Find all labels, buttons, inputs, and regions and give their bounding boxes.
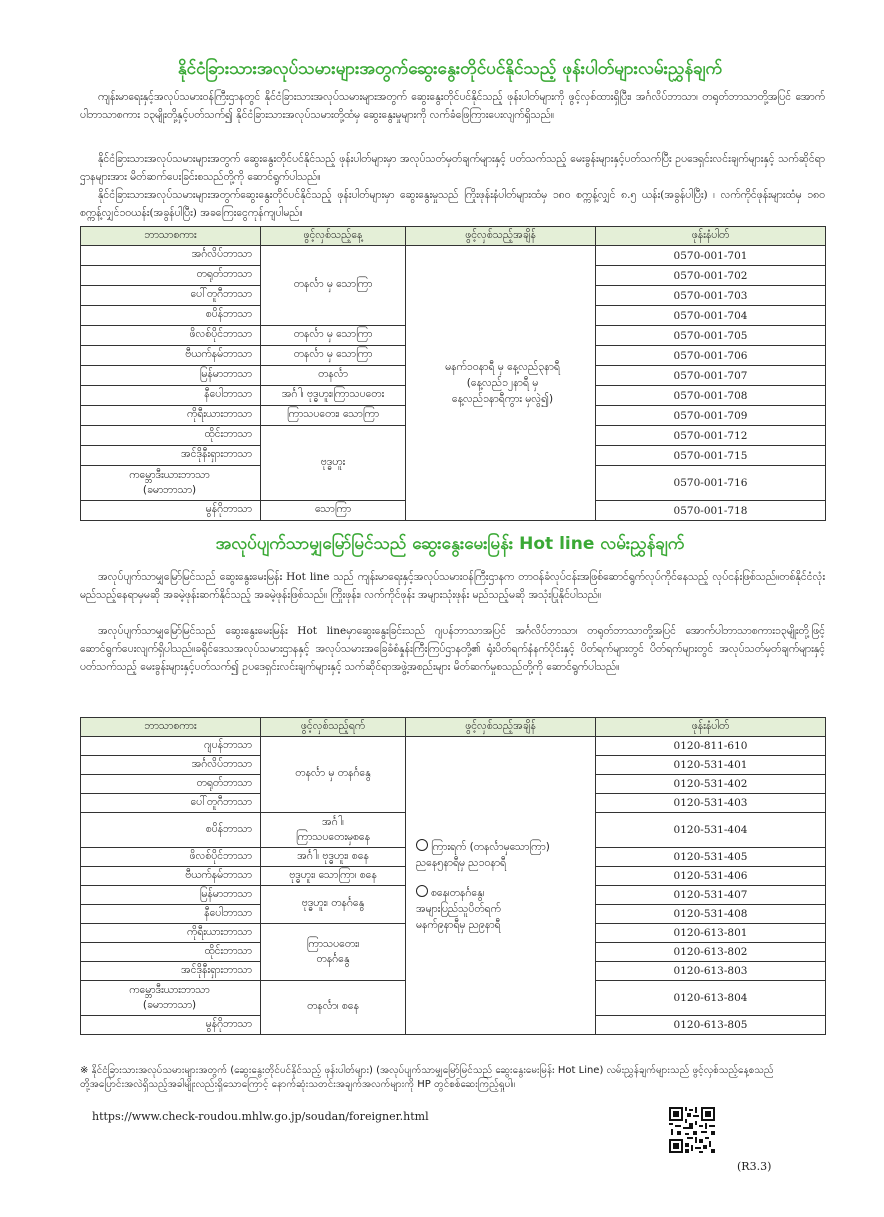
language-cell: ကိုရီးယားဘာသာ xyxy=(81,924,261,943)
language-cell: ပေါ်တူဂီဘာသာ xyxy=(81,794,261,813)
qr-code-icon xyxy=(669,1107,715,1153)
phone-cell[interactable]: 0120-531-403 xyxy=(596,794,826,813)
phone-cell[interactable]: 0570-001-704 xyxy=(596,306,826,326)
days-cell: ဗုဒ္ဓဟူး xyxy=(261,426,406,501)
phone-cell[interactable]: 0120-811-610 xyxy=(596,737,826,756)
phone-cell[interactable]: 0120-613-801 xyxy=(596,924,826,943)
circle-bullet-icon xyxy=(416,885,428,897)
phone-cell[interactable]: 0570-001-706 xyxy=(596,346,826,366)
language-cell: ဂျပန်ဘာသာ xyxy=(81,737,261,756)
language-cell: အင်္ဂလိပ်ဘာသာ xyxy=(81,246,261,266)
phone-cell[interactable]: 0570-001-707 xyxy=(596,366,826,386)
phone-cell[interactable]: 0120-531-406 xyxy=(596,867,826,886)
phone-cell[interactable]: 0120-613-802 xyxy=(596,943,826,962)
language-cell: ဗီယက်နမ်ဘာသာ xyxy=(81,346,261,366)
language-cell: ကိုရီးယားဘာသာ xyxy=(81,406,261,426)
days-cell: တနင်္လာ မှ သောကြာ xyxy=(261,326,406,346)
language-cell: ပေါ်တူဂီဘာသာ xyxy=(81,286,261,306)
days-cell: တနင်္လာ မှ သောကြာ xyxy=(261,346,406,366)
phone-cell[interactable]: 0570-001-712 xyxy=(596,426,826,446)
hours-cell xyxy=(406,737,596,1035)
phone-cell[interactable]: 0120-531-408 xyxy=(596,905,826,924)
days-cell: တနင်္လာ မှ သောကြာ xyxy=(261,246,406,326)
section1-paragraph-1: ကျန်းမာရေးနှင့်အလုပ်သမားဝန်ကြီးဌာနတွင် နိုင်ငံခြားသားအလုပ်သမားများအတွက် ဆွေးနွေးတိုင်ပင်နိုင်သည့် ဖုန်းပါတ်များကို ဖွင့်လှစ်ထားရှိပြီး၊ အင်္ဂလိပ်ဘာသာ၊ တရုတ်ဘာသာတို့အပြင် အောက်ပါဘာသာစကား ၁၃မျိုးတို့နှင့်ပတ်သက်၍ နိုင်ငံခြားသားအလုပ်သမားတို့ထံမှ ဆွေးနွေးမှုများကို လက်ခံဖြေကြားပေးလျက်ရှိသည်။ xyxy=(80,91,825,121)
language-cell: ကမ္ဘောဒီးယားဘာသာ (ခမာဘာသာ) xyxy=(81,466,261,501)
version-label: (R3.3) xyxy=(737,1160,772,1173)
language-cell: အင်ဒိုနီးရှားဘာသာ xyxy=(81,962,261,981)
phone-cell[interactable]: 0120-613-805 xyxy=(596,1016,826,1035)
phone-cell[interactable]: 0570-001-703 xyxy=(596,286,826,306)
phone-cell[interactable]: 0120-531-404 xyxy=(596,813,826,848)
table-header: ဖွင့်လှစ်သည့်နေ့ xyxy=(261,227,406,246)
days-cell: ကြာသပတေး၊ တနင်္ဂနွေ xyxy=(261,924,406,981)
days-cell: တနင်္လာ မှ တနင်္ဂနွေ xyxy=(261,737,406,813)
section1-title: နိုင်ငံခြားသားအလုပ်သမားများအတွက်ဆွေးနွေးတိုင်ပင်နိုင်သည့် ဖုန်းပါတ်များလမ်းညွှန်ချက် xyxy=(177,59,723,79)
days-cell: တနင်္လာ xyxy=(261,366,406,386)
phone-cell[interactable]: 0120-613-804 xyxy=(596,981,826,1016)
phone-cell[interactable]: 0570-001-701 xyxy=(596,246,826,266)
language-cell: ဖိလစ်ပိုင်ဘာသာ xyxy=(81,848,261,867)
phone-cell[interactable]: 0120-531-402 xyxy=(596,775,826,794)
language-cell: အင်္ဂလိပ်ဘာသာ xyxy=(81,756,261,775)
section2-paragraph-1: အလုပ်ပျက်သာမျှမြော်မြင်သည် ဆွေးနွေးမေးမြန်း Hot line သည် ကျန်းမာရေးနှင့်အလုပ်သမားဝန်ကြီးဌာနက တာဝန်ခံလုပ်ငန်းအဖြစ်ဆောင်ရွက်လုပ်ကိုင်နေသည့် လုပ်ငန်းဖြစ်သည်။တစ်နိုင်ငံလုံးမည်သည့်နေရာမှမဆို အခမဲ့ဖုန်းဆက်နိုင်သည့် အခမဲ့ဖုန်းဖြစ်သည်။ ကြိုးဖုန်း၊ လက်ကိုင်ဖုန်း အများသုံးဖုန်း မည်သည့်မဆို အသုံးပြုနိုင်ပါသည်။ xyxy=(80,571,825,601)
language-cell: ဖိလစ်ပိုင်ဘာသာ xyxy=(81,326,261,346)
section2-paragraph-2: အလုပ်ပျက်သာမျှမြော်မြင်သည် ဆွေးနွေးမေးမြန်း Hot lineမှာဆွေးနွေးခြင်းသည် ဂျပန်ဘာသာအပြင် အင်္ဂလိပ်ဘာသာ၊ တရုတ်ဘာသာတို့အပြင် အောက်ပါဘာသာစကား၁၃မျိုးတို့ဖြင့် ဆောင်ရွက်ပေးလျက်ရှိပါသည်။ခရိုင်ဒေသအလုပ်သမားဌာနနှင့် အလုပ်သမားအခြေခံစံနှုန်းကြီးကြပ်ဌာနတို့၏ ရုံးပိတ်ရက်နံနက်ပိုင်းနှင့် ပိတ်ရက်များတွင် ပိတ်ရက်များတွင် အလုပ်သတ်မှတ်ချက်များနှင့်ပတ်သက်သည့် မေးခွန်းများနှင့်ပတ်သက်၍ ဥပဒေရှင်းလင်းချက်များနှင့် သက်ဆိုင်ရာအဖွဲ့အစည်းများ မိတ်ဆက်မှုစသည်တို့ကို ဆောင်ရွက်ပါသည်။ xyxy=(80,625,825,673)
weekend-hours: စနေ၊တနင်္ဂနွေ၊ အများပြည်သူပိတ်ရက် မနက်၉နာရီမှ ည၉နာရီ xyxy=(416,886,501,931)
phone-cell[interactable]: 0570-001-716 xyxy=(596,466,826,501)
phone-cell[interactable]: 0570-001-715 xyxy=(596,446,826,466)
language-cell: တရုတ်ဘာသာ xyxy=(81,775,261,794)
language-cell: မြန်မာဘာသာ xyxy=(81,366,261,386)
phone-cell[interactable]: 0120-531-407 xyxy=(596,886,826,905)
days-cell: တနင်္လာ၊ စနေ xyxy=(261,981,406,1035)
language-cell: နီပေါဘာသာ xyxy=(81,905,261,924)
table-header: ဘာသာစကား xyxy=(81,718,261,737)
days-cell: ဗုဒ္ဓဟူး၊ သောကြာ၊ စနေ xyxy=(261,867,406,886)
language-cell: မွန်ဂိုဘာသာ xyxy=(81,1016,261,1035)
language-cell: အင်ဒိုနီးရှားဘာသာ xyxy=(81,446,261,466)
phone-cell[interactable]: 0570-001-705 xyxy=(596,326,826,346)
section1-paragraph-2: နိုင်ငံခြားသားအလုပ်သမားများအတွက် ဆွေးနွေးတိုင်ပင်နိုင်သည့် ဖုန်းပါတ်များမှာ အလုပ်သတ်မှတ်ချက်များနှင့် ပတ်သက်သည့် မေးခွန်းများနှင့်ပတ်သက်ပြီး ဥပဒေရှင်းလင်းချက်များနှင့် သက်ဆိုင်ရာဌာနများအား မိတ်ဆက်ပေးခြင်းစသည်တို့ကို ဆောင်ရွက်ပါသည်။ xyxy=(80,153,825,183)
days-cell: အင်္ဂါ၊ ဗုဒ္ဓဟူး၊ စနေ xyxy=(261,848,406,867)
consultation-table xyxy=(80,226,826,521)
phone-cell[interactable]: 0120-613-803 xyxy=(596,962,826,981)
language-cell: ကမ္ဘောဒီးယားဘာသာ (ခမာဘာသာ) xyxy=(81,981,261,1016)
hotline-table xyxy=(80,717,826,1035)
phone-cell[interactable]: 0120-531-405 xyxy=(596,848,826,867)
hours-cell: မနက်၁၀နာရီ မှ နေ့လည်၃နာရီ (နေ့လည်၁၂နာရီ မှ နေ့လည်၁နာရီကွား မှလွဲ၍) xyxy=(406,246,596,521)
table-header: ဖွင့်လှစ်သည့်အချိန် xyxy=(406,227,596,246)
language-cell: နီပေါဘာသာ xyxy=(81,386,261,406)
phone-cell[interactable]: 0570-001-718 xyxy=(596,501,826,521)
language-cell: မြန်မာဘာသာ xyxy=(81,886,261,905)
days-cell: ကြာသပတေး၊ သောကြာ xyxy=(261,406,406,426)
table-header: ဖုန်းနံပါတ် xyxy=(596,227,826,246)
language-cell: စပိန်ဘာသာ xyxy=(81,306,261,326)
table-header: ဖွင့်လှစ်သည့်ရက် xyxy=(261,718,406,737)
table-header: ဖွင့်လှစ်သည့်အချိန် xyxy=(406,718,596,737)
section1-paragraph-3: နိုင်ငံခြားသားအလုပ်သမားများအတွက်ဆွေးနွေးတိုင်ပင်နိုင်သည့် ဖုန်းပါတ်များမှာ ဆွေးနွေးမှုသည် ကြိုးဖုန်းနံပါတ်များထံမှ ၁၈၀ စက္ကန့်လျှင် ၈.၅ ယန်း(အခွန်ပါပြီး) ၊ လက်ကိုင်ဖုန်းများထံမှ ၁၈၀ စက္ကန့်လျှင်၁၀ယန်း(အခွန်ပါပြီး) အခကြေးငွေကုန်ကျပါမည်။ xyxy=(80,189,825,219)
language-cell: စပိန်ဘာသာ xyxy=(81,813,261,848)
section2-title: အလုပ်ပျက်သာမျှမြော်မြင်သည် ဆွေးနွေးမေးမြန်း Hot line လမ်းညွှန်ချက် xyxy=(215,534,685,554)
days-cell: သောကြာ xyxy=(261,501,406,521)
language-cell: ထိုင်းဘာသာ xyxy=(81,426,261,446)
phone-cell[interactable]: 0570-001-708 xyxy=(596,386,826,406)
table-header: ဖုန်းနံပါတ် xyxy=(596,718,826,737)
language-cell: ဗီယက်နမ်ဘာသာ xyxy=(81,867,261,886)
language-cell: ထိုင်းဘာသာ xyxy=(81,943,261,962)
weekday-hours: ကြားရက် (တနင်္လာမှသောကြာ) ညနေ၅နာရီမှ ည၁၀နာရီ xyxy=(416,840,550,869)
days-cell: အင်္ဂါ၊ ဗုဒ္ဓဟူး၊ကြာသပတေး xyxy=(261,386,406,406)
website-link[interactable]: https://www.check-roudou.mhlw.go.jp/soudan/foreigner.html xyxy=(92,1110,429,1123)
language-cell: တရုတ်ဘာသာ xyxy=(81,266,261,286)
phone-cell[interactable]: 0570-001-709 xyxy=(596,406,826,426)
phone-cell[interactable]: 0120-531-401 xyxy=(596,756,826,775)
days-cell: အင်္ဂါ၊ ကြာသပတေးမှစနေ xyxy=(261,813,406,848)
table-header: ဘာသာစကား xyxy=(81,227,261,246)
language-cell: မွန်ဂိုဘာသာ xyxy=(81,501,261,521)
circle-bullet-icon xyxy=(416,839,428,851)
footnote: ※ နိုင်ငံခြားသားအလုပ်သမားများအတွက် (ဆွေးနွေးတိုင်ပင်နိုင်သည့် ဖုန်းပါတ်များ) (အလုပ်ပျက်သာမျှမြော်မြင်သည် ဆွေးနွေးမေးမြန်း Hot Line) လမ်းညွှန်ချက်များသည် ဖွင့်လှစ်သည့်နေ့စသည်တို့အပြောင်းအလဲရှိသည့်အခါမျိုးလည်းရှိသောကြောင့် နောက်ဆုံးသတင်းအချက်အလက်များကို HP တွင်စစ်ဆေးကြည့်ရှုပါ။ xyxy=(80,1065,774,1090)
phone-cell[interactable]: 0570-001-702 xyxy=(596,266,826,286)
days-cell: ဗုဒ္ဓဟူး၊ တနင်္ဂနွေ xyxy=(261,886,406,924)
